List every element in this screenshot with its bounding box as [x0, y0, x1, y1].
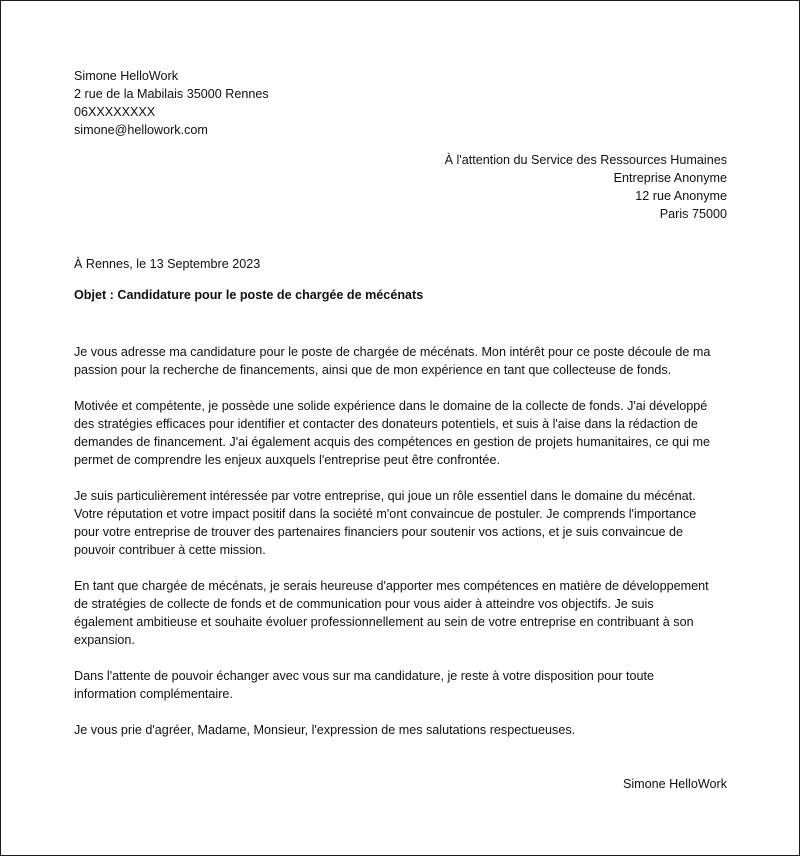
paragraph — [74, 397, 727, 469]
paragraph-line: Dans l'attente de pouvoir échanger avec vous sur ma candidature, je reste à votre disposition pour toute — [74, 669, 654, 683]
paragraph-line: demandes de financement. J'ai également acquis des compétences en gestion de projets humanitaires, ce qui me — [74, 435, 710, 449]
paragraph-line: Je vous prie d'agréer, Madame, Monsieur, l'expression de mes salutations respectueuses. — [74, 723, 576, 737]
recipient-city: Paris 75000 — [659, 207, 727, 221]
paragraph — [74, 487, 727, 559]
recipient-company: Entreprise Anonyme — [613, 171, 727, 185]
sender-address: 2 rue de la Mabilais 35000 Rennes — [74, 87, 269, 101]
sender-block — [74, 67, 727, 139]
sender-phone: 06XXXXXXXX — [74, 105, 156, 119]
paragraph-line: passion pour la recherche de financements, ainsi que de mon expérience en tant que collecteuse de fonds. — [74, 363, 672, 377]
paragraph-line: Motivée et compétente, je possède une solide expérience dans le domaine de la collecte de fonds. J'ai développé — [74, 399, 708, 413]
paragraph-line: Votre réputation et votre impact positif dans la société m'ont convaincue de postuler. Je comprends l'importance — [74, 507, 697, 521]
paragraph-line: permet de comprendre les enjeux auxquels l'entreprise peut être confrontée. — [74, 453, 500, 467]
paragraph-line: pour votre entreprise de trouver des partenaires financiers pour soutenir vos actions, et je suis convaincue de — [74, 525, 684, 539]
subject-line: Objet : Candidature pour le poste de chargée de mécénats — [74, 288, 424, 302]
closing-paragraph — [74, 721, 727, 739]
paragraph-line: Je vous adresse ma candidature pour le poste de chargée de mécénats. Mon intérêt pour ce poste découle de ma — [74, 345, 711, 359]
paragraph-line: information complémentaire. — [74, 687, 233, 701]
sender-email: simone@hellowork.com — [74, 123, 208, 137]
paragraph — [74, 577, 727, 649]
paragraph-line: des stratégies efficaces pour identifier et contacter des donateurs potentiels, et suis à l'aise dans la rédaction de — [74, 417, 698, 431]
paragraph-line: également ambitieuse et souhaite évoluer professionnellement au sein de votre entreprise en contribuant à son — [74, 615, 694, 629]
paragraph-line: expansion. — [74, 633, 135, 647]
signature: Simone HelloWork — [622, 777, 727, 791]
paragraph — [74, 343, 727, 379]
sender-name: Simone HelloWork — [74, 69, 179, 83]
paragraph — [74, 667, 727, 703]
paragraph-line: En tant que chargée de mécénats, je serais heureuse d'apporter mes compétences en matière de développement — [74, 579, 709, 593]
recipient-attention: À l'attention du Service des Ressources Humaines — [444, 153, 727, 167]
paragraph-line: de stratégies de collecte de fonds et de communication pour vous aider à atteindre vos objectifs. Je suis — [74, 597, 654, 611]
paragraph-line: Je suis particulièrement intéressée par votre entreprise, qui joue un rôle essentiel dans le domaine du mécénat. — [74, 489, 696, 503]
recipient-street: 12 rue Anonyme — [635, 189, 727, 203]
paragraph-line: pouvoir contribuer à cette mission. — [74, 543, 266, 557]
letter-body — [74, 343, 727, 757]
date-line: À Rennes, le 13 Septembre 2023 — [74, 257, 261, 271]
recipient-block — [74, 151, 727, 223]
